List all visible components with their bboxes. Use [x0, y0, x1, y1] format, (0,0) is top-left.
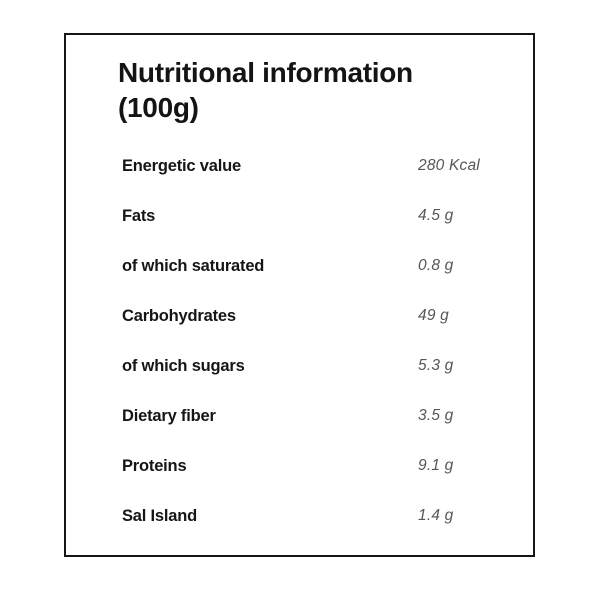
table-row — [118, 341, 507, 391]
nutrient-label: of which saturated — [122, 256, 265, 275]
table-row — [118, 441, 507, 491]
nutrition-facts-card — [64, 33, 535, 557]
table-row — [118, 491, 507, 541]
table-row — [118, 391, 507, 441]
card-content — [66, 35, 533, 541]
nutrition-rows — [118, 141, 507, 541]
table-row — [118, 291, 507, 341]
nutrient-value: 5.3 g — [418, 357, 454, 374]
nutrient-label: Proteins — [122, 456, 187, 475]
nutrient-value: 280 Kcal — [418, 157, 480, 174]
nutrient-label: of which sugars — [122, 356, 245, 375]
nutrient-value: 1.4 g — [418, 507, 454, 524]
nutrient-label: Fats — [122, 206, 156, 225]
card-title-line1: Nutritional information — [118, 57, 413, 88]
nutrient-label: Sal Island — [122, 506, 198, 525]
nutrient-label: Energetic value — [122, 156, 241, 175]
card-title — [118, 55, 507, 125]
nutrient-label: Dietary fiber — [122, 406, 216, 425]
table-row — [118, 141, 507, 191]
nutrient-value: 3.5 g — [418, 407, 454, 424]
nutrient-value: 4.5 g — [418, 207, 454, 224]
table-row — [118, 191, 507, 241]
nutrient-value: 49 g — [418, 307, 449, 324]
card-title-line2: (100g) — [118, 92, 199, 123]
nutrient-value: 9.1 g — [418, 457, 454, 474]
nutrient-label: Carbohydrates — [122, 306, 236, 325]
nutrient-value: 0.8 g — [418, 257, 454, 274]
table-row — [118, 241, 507, 291]
